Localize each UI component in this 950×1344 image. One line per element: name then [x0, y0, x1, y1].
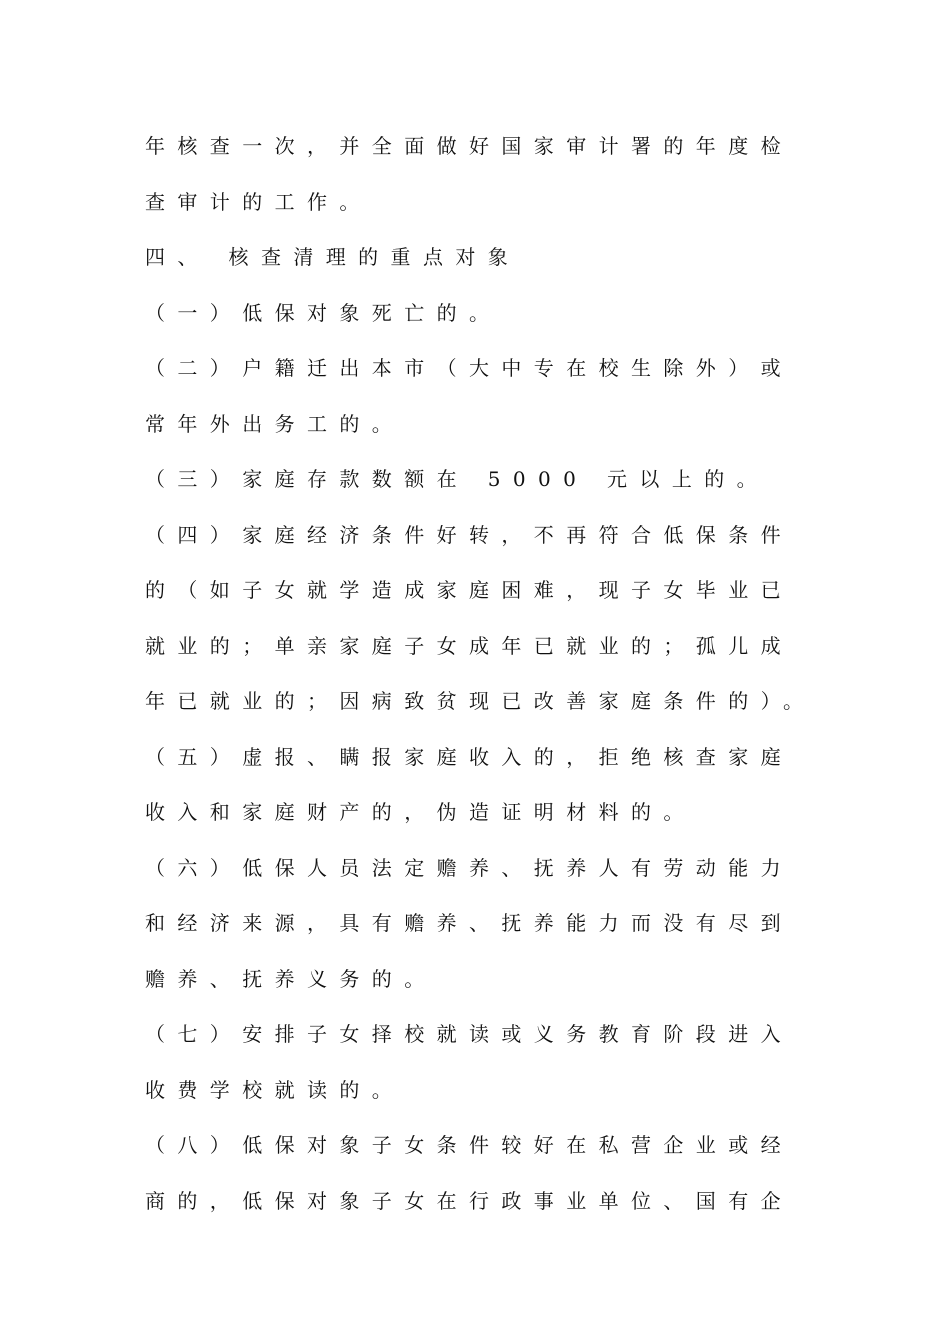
text-line: 和经济来源，具有赡养、抚养能力而没有尽到 — [145, 911, 793, 935]
section-heading: 四、 核查清理的重点对象 — [145, 245, 521, 269]
document-body — [145, 132, 845, 1242]
text-line: 收入和家庭财产的，伪造证明材料的。 — [145, 800, 696, 824]
text-line: （五）虚报、瞒报家庭收入的，拒绝核查家庭 — [145, 744, 793, 769]
text-line: 查审计的工作。 — [145, 189, 372, 214]
text-line: （七）安排子女择校就读或义务教育阶段进入 — [145, 1022, 793, 1046]
text-line: 的（如子女就学造成家庭困难，现子女毕业已 — [145, 578, 793, 602]
text-line: 年核查一次，并全面做好国家审计署的年度检 — [145, 134, 793, 158]
text-line: （四）家庭经济条件好转，不再符合低保条件 — [145, 522, 793, 547]
text-line: 赡养、抚养义务的。 — [145, 966, 437, 991]
text-line: （六）低保人员法定赡养、抚养人有劳动能力 — [145, 855, 793, 880]
text-line: 就业的；单亲家庭子女成年已就业的；孤儿成 — [145, 633, 793, 658]
text-line: 商的，低保对象子女在行政事业单位、国有企 — [145, 1188, 793, 1213]
text-line: （八）低保对象子女条件较好在私营企业或经 — [145, 1133, 793, 1157]
text-line: 常年外出务工的。 — [145, 411, 405, 436]
text-line: （一）低保对象死亡的。 — [145, 300, 502, 325]
text-line: （二）户籍迁出本市（大中专在校生除外）或 — [145, 356, 793, 380]
text-line: 年已就业的；因病致贫现已改善家庭条件的）。 — [145, 689, 816, 713]
text-line: （三）家庭存款数额在 5000 元以上的。 — [145, 467, 770, 491]
text-line: 收费学校就读的。 — [145, 1077, 405, 1102]
